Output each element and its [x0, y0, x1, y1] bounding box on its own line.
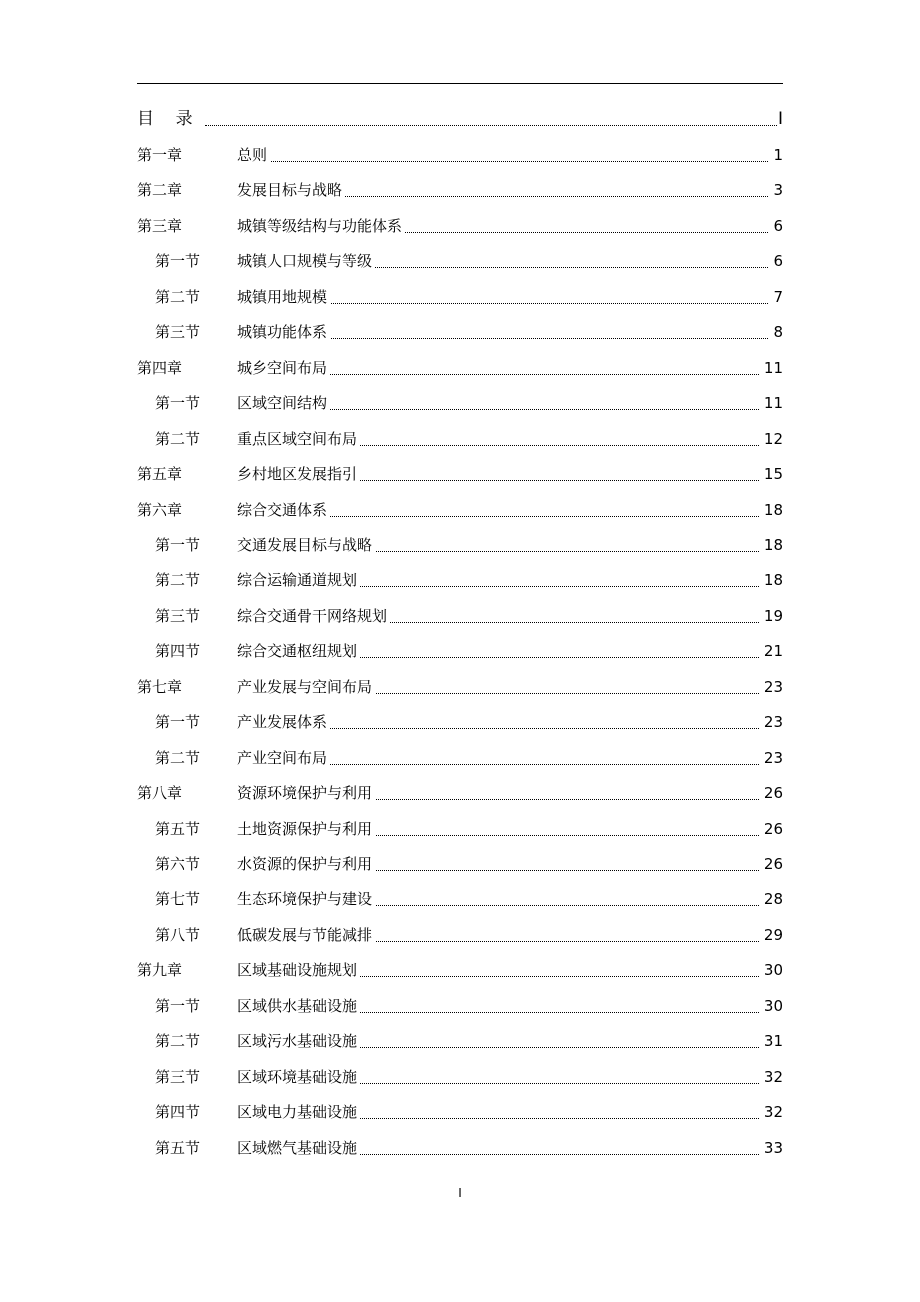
- toc-entry[interactable]: [137, 851, 783, 877]
- toc-entry-text: 城镇等级结构与功能体系: [237, 215, 405, 237]
- toc-entry-text: 总则: [237, 144, 270, 166]
- toc-entry-label: 第一节: [155, 252, 201, 271]
- toc-entry[interactable]: [137, 1135, 783, 1161]
- toc-entry-label: 第四节: [155, 642, 201, 661]
- toc-entry-page: 23: [763, 677, 783, 696]
- toc-entry[interactable]: [137, 886, 783, 912]
- toc-title-text-wrap: [137, 108, 195, 130]
- toc-entry-label: 第三章: [137, 216, 183, 235]
- toc-entry-page: 31: [763, 1032, 783, 1051]
- toc-entry-label: 第八节: [155, 925, 201, 944]
- toc-entry-text: 综合交通枢纽规划: [237, 640, 360, 662]
- page-footer-number: I: [458, 1186, 462, 1200]
- toc-entry-text: 区域供水基础设施: [237, 995, 360, 1017]
- toc-entry-page: 12: [763, 429, 783, 448]
- toc-entry-label: 第四章: [137, 358, 183, 377]
- toc-entry-label: 第二节: [155, 571, 201, 590]
- toc-entry-page: 19: [763, 606, 783, 625]
- toc-entry[interactable]: [137, 1064, 783, 1090]
- toc-entry-page: 30: [763, 996, 783, 1015]
- toc-entry-page: 18: [763, 571, 783, 590]
- toc-entry-label: 第五节: [155, 819, 201, 838]
- toc-entry-label: 第二节: [155, 429, 201, 448]
- toc-entry-label: 第一节: [155, 394, 201, 413]
- toc-entry[interactable]: [137, 390, 783, 416]
- header-rule: [137, 83, 783, 84]
- toc-entry-page: 6: [773, 216, 783, 235]
- toc-entry-text: 资源环境保护与利用: [237, 782, 375, 804]
- toc-entry-text: 区域污水基础设施: [237, 1030, 360, 1052]
- toc-entry-text: 城镇人口规模与等级: [237, 250, 375, 272]
- toc-entry-page: 3: [773, 181, 783, 200]
- toc-entry-text: 产业空间布局: [237, 747, 330, 769]
- toc-entry-page: 32: [763, 1103, 783, 1122]
- toc-entry-text: 水资源的保护与利用: [237, 853, 375, 875]
- toc-entry-label: 第七节: [155, 890, 201, 909]
- toc-entry-page: 11: [763, 394, 783, 413]
- toc-entry[interactable]: [137, 142, 783, 168]
- toc-entry-text: 综合交通体系: [237, 499, 330, 521]
- toc-entry-label: 第二节: [155, 748, 201, 767]
- toc-entry-label: 第六节: [155, 855, 201, 873]
- toc-entry-text: 发展目标与战略: [237, 179, 345, 201]
- toc-entry[interactable]: [137, 1099, 783, 1125]
- toc-entry-text: 产业发展体系: [237, 711, 330, 733]
- toc-entry-page: 8: [773, 323, 783, 342]
- toc-entry-label: 第一节: [155, 713, 201, 732]
- toc-entry-text: 区域燃气基础设施: [237, 1137, 360, 1159]
- toc-entry[interactable]: [137, 957, 783, 983]
- toc-entry-text: 生态环境保护与建设: [237, 888, 375, 910]
- toc-entry-label: 第五节: [155, 1138, 201, 1157]
- toc-entry[interactable]: [137, 1028, 783, 1054]
- toc-entry[interactable]: [137, 177, 783, 203]
- toc-entry[interactable]: [137, 993, 783, 1019]
- toc-entry[interactable]: [137, 213, 783, 239]
- toc-entry-leader: [237, 161, 768, 162]
- toc-entry[interactable]: [137, 780, 783, 806]
- toc-entry-label: 第六章: [137, 500, 183, 519]
- toc-entry-page: 26: [763, 855, 783, 873]
- toc-entry[interactable]: [137, 638, 783, 664]
- toc-entry-label: 第一节: [155, 996, 201, 1015]
- toc-entry-label: 第九章: [137, 961, 183, 980]
- toc-entry-label: 第一节: [155, 535, 201, 554]
- toc-entry-label: 第三节: [155, 606, 201, 625]
- toc-entry-page: 33: [763, 1138, 783, 1157]
- toc-entry[interactable]: [137, 922, 783, 948]
- toc-entry-text: 城乡空间布局: [237, 357, 330, 379]
- toc-entry-label: 第二节: [155, 1032, 201, 1051]
- toc-entry-label: 第八章: [137, 784, 183, 803]
- toc-entry[interactable]: [137, 674, 783, 700]
- toc-entry-label: 第三节: [155, 1067, 201, 1086]
- toc-entry-text: 土地资源保护与利用: [237, 818, 375, 840]
- toc-entry-label: 第一章: [137, 146, 183, 164]
- toc-entry-text: 重点区域空间布局: [237, 428, 360, 450]
- toc-entry[interactable]: [137, 461, 783, 487]
- toc-entry-text: 区域环境基础设施: [237, 1066, 360, 1088]
- toc-entry-page: 18: [763, 535, 783, 554]
- toc-entry-page: 7: [773, 287, 783, 306]
- toc-entry[interactable]: [137, 319, 783, 345]
- toc-entry-page: 23: [763, 713, 783, 732]
- toc-title-row[interactable]: [137, 106, 783, 132]
- toc-entry-page: 26: [763, 819, 783, 838]
- toc-entry-page: 11: [763, 358, 783, 377]
- toc-entry-page: 1: [773, 146, 783, 164]
- toc-entry[interactable]: [137, 248, 783, 274]
- toc-entry-page: 23: [763, 748, 783, 767]
- toc-entry-page: 21: [763, 642, 783, 661]
- toc-title-page: I: [777, 109, 783, 129]
- toc-entry-page: 32: [763, 1067, 783, 1086]
- toc-entry-page: 15: [763, 465, 783, 484]
- toc-entry-text: 综合运输通道规划: [237, 569, 360, 591]
- toc-entry[interactable]: [137, 745, 783, 771]
- toc-entry-page: 18: [763, 500, 783, 519]
- toc-entry[interactable]: [137, 816, 783, 842]
- toc-entry-text: 区域空间结构: [237, 392, 330, 414]
- toc-entry-text: 城镇功能体系: [237, 321, 330, 343]
- toc-entry-text: 乡村地区发展指引: [237, 463, 360, 485]
- toc-title-leader: [205, 125, 777, 126]
- toc-entry-label: 第三节: [155, 323, 201, 342]
- toc-entry-text: 交通发展目标与战略: [237, 534, 375, 556]
- toc-entry-label: 第七章: [137, 677, 183, 696]
- toc-entry[interactable]: [137, 284, 783, 310]
- toc-entry-page: 6: [773, 252, 783, 271]
- toc-entry-page: 29: [763, 925, 783, 944]
- toc-title: 目 录: [137, 109, 193, 129]
- toc-entry-page: 28: [763, 890, 783, 909]
- toc-entry-text: 综合交通骨干网络规划: [237, 605, 390, 627]
- toc-entry-text: 区域基础设施规划: [237, 959, 360, 981]
- toc-entry-text: 城镇用地规模: [237, 286, 330, 308]
- toc-entry-label: 第二章: [137, 181, 183, 200]
- toc-entry[interactable]: [137, 567, 783, 593]
- toc-entry[interactable]: [137, 709, 783, 735]
- toc-entry[interactable]: [137, 532, 783, 558]
- toc-entry-text: 低碳发展与节能减排: [237, 924, 375, 946]
- toc-entry-label: 第四节: [155, 1103, 201, 1122]
- toc-entry-page: 26: [763, 784, 783, 803]
- toc-entry-label: 第五章: [137, 465, 183, 484]
- toc-entry-label: 第二节: [155, 287, 201, 306]
- toc-entry[interactable]: [137, 603, 783, 629]
- toc-entry[interactable]: [137, 426, 783, 452]
- toc-entry-text: 产业发展与空间布局: [237, 676, 375, 698]
- toc-entry-text: 区域电力基础设施: [237, 1101, 360, 1123]
- toc-entry-page: 30: [763, 961, 783, 980]
- toc-entry[interactable]: [137, 497, 783, 523]
- toc-entry[interactable]: [137, 355, 783, 381]
